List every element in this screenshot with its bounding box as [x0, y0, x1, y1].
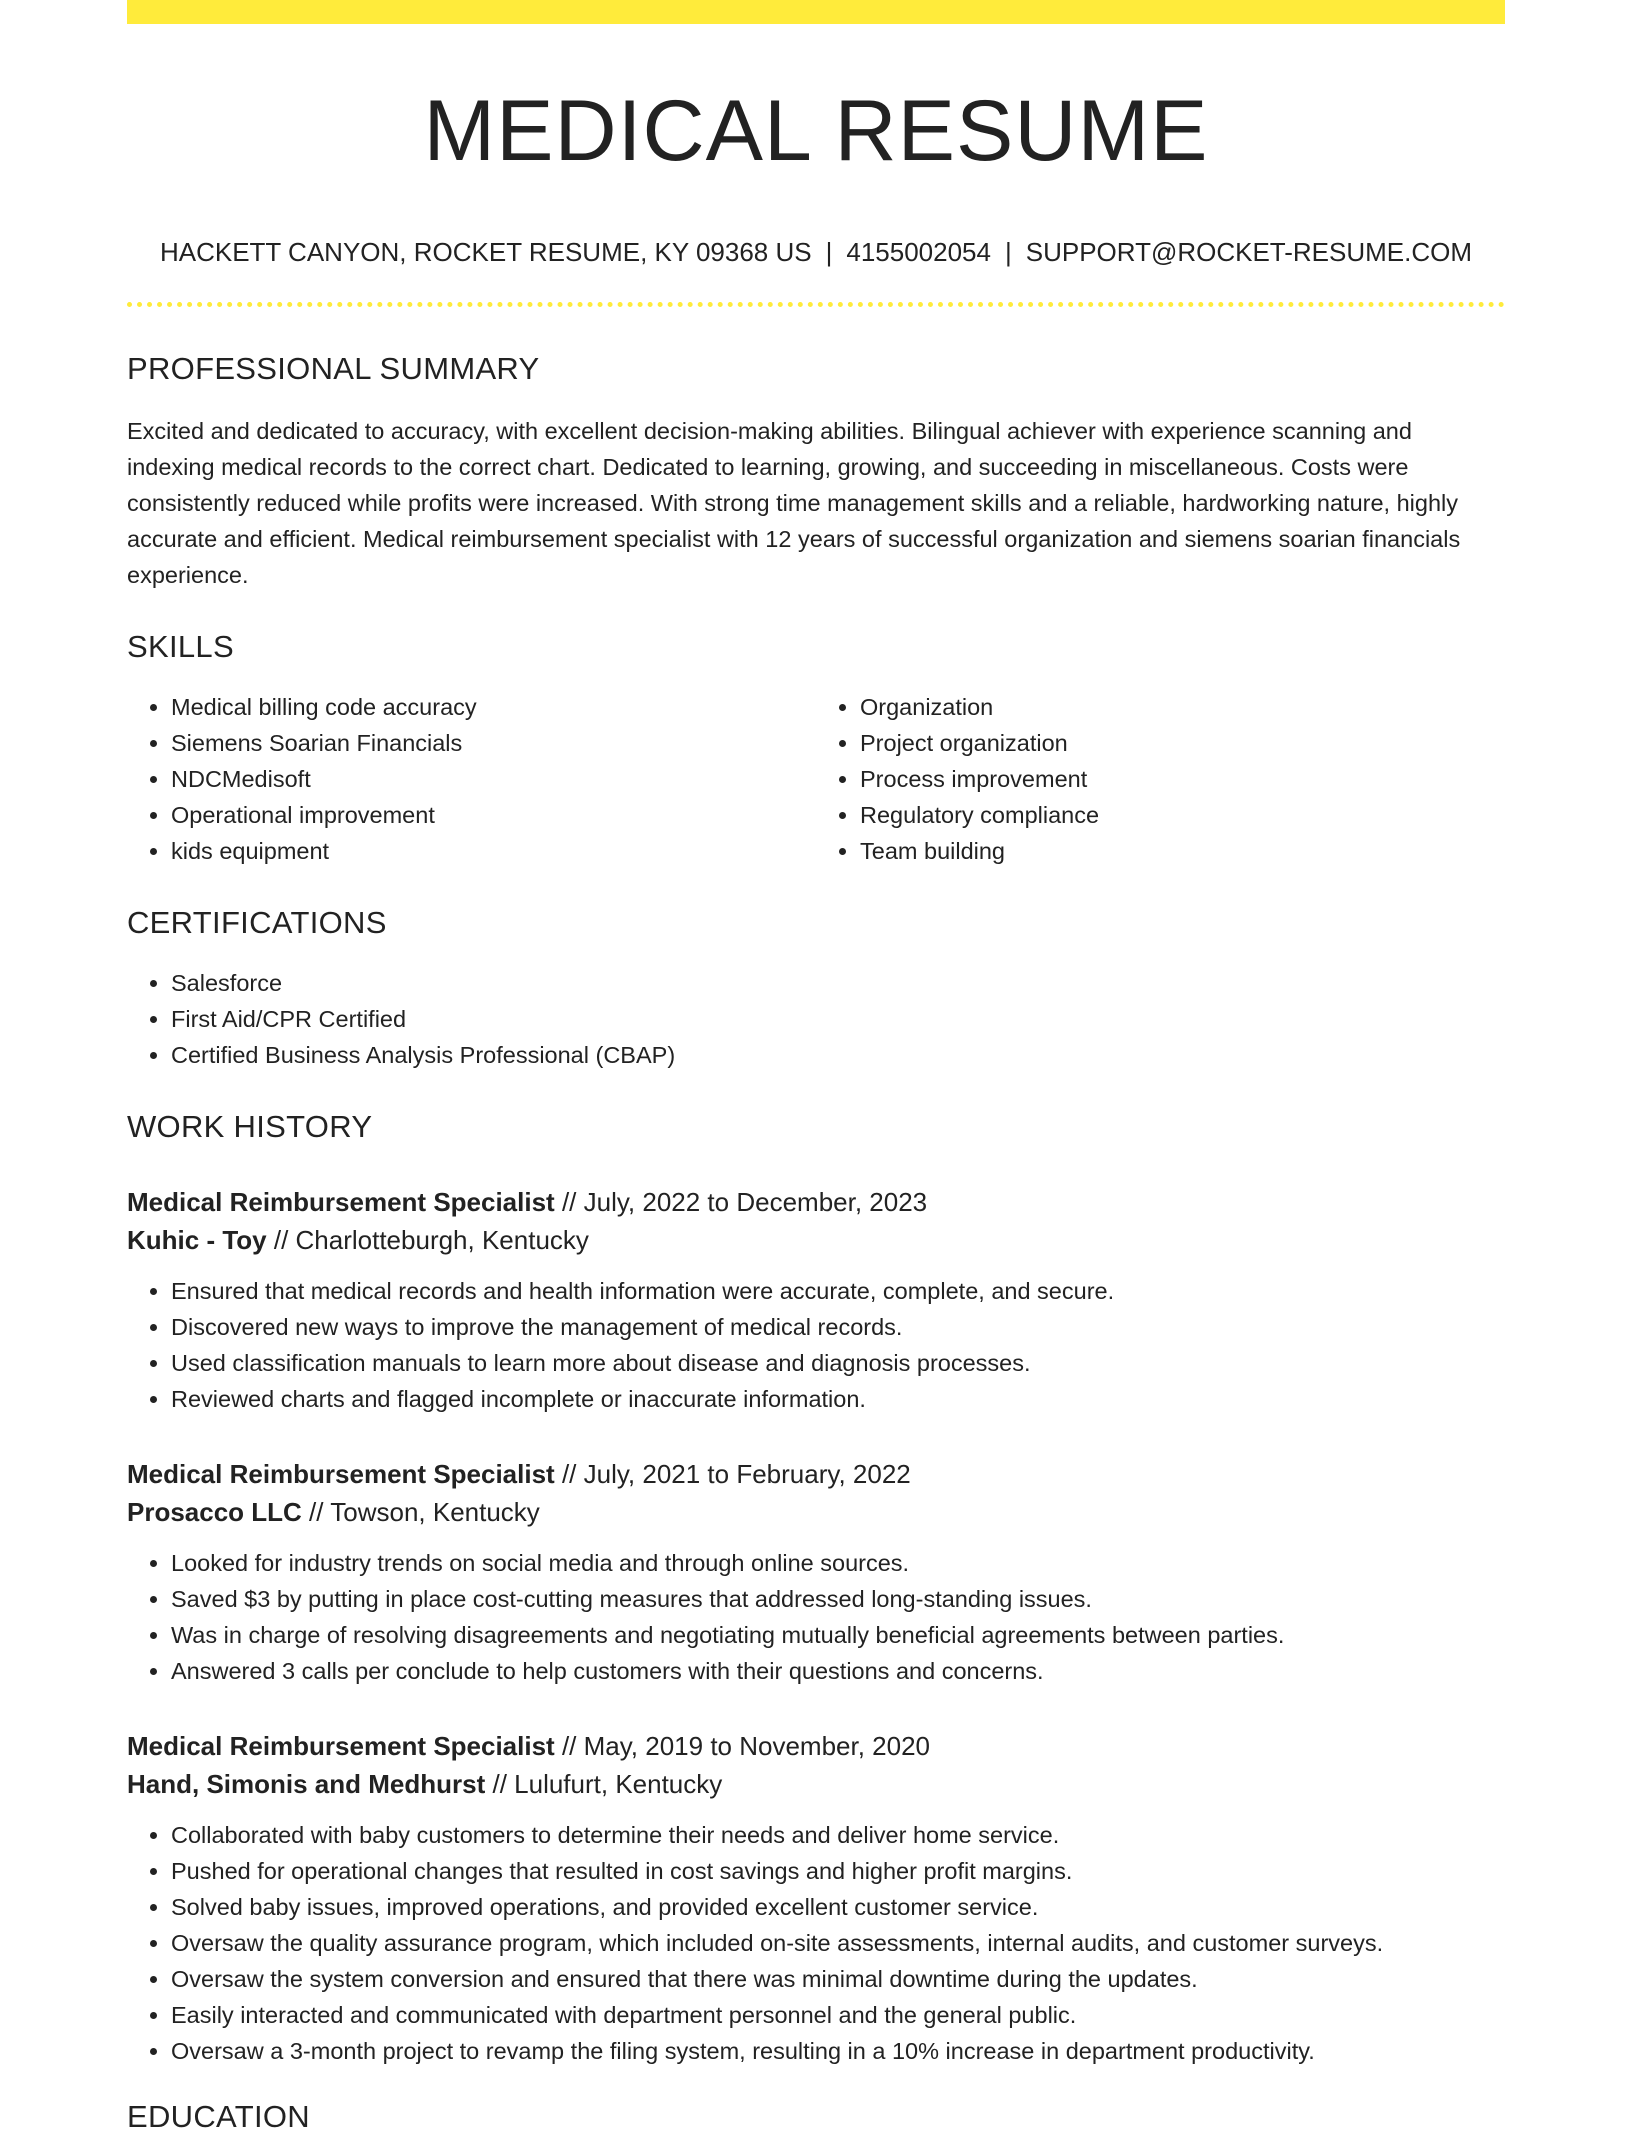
contact-separator: |: [825, 236, 833, 267]
list-item: • Answered 3 calls per conclude to help customers with their questions and concerns.: [171, 1653, 1505, 1689]
job-entry: [127, 1183, 1505, 1417]
section-title-skills: SKILLS: [127, 628, 234, 664]
list-item: • Ensured that medical records and health information were accurate, complete, and secure.: [171, 1273, 1505, 1309]
list-item: • Oversaw a 3-month project to revamp the filing system, resulting in a 10% increase in department productivity.: [171, 2033, 1505, 2069]
section-title-certifications: CERTIFICATIONS: [127, 904, 387, 940]
list-item: • Looked for industry trends on social media and through online sources.: [171, 1545, 1505, 1581]
job-location: // Lulufurt, Kentucky: [485, 1768, 723, 1799]
job-role: Medical Reimbursement Specialist: [127, 1730, 555, 1761]
list-item: • Saved $3 by putting in place cost-cutting measures that addressed long-standing issues.: [171, 1581, 1505, 1617]
list-item: • Discovered new ways to improve the management of medical records.: [171, 1309, 1505, 1345]
skills-list-right: [816, 689, 1505, 869]
job-bullets: [127, 1545, 1505, 1689]
list-item: • Certified Business Analysis Professional (CBAP): [171, 1037, 1505, 1073]
list-item: • Collaborated with baby customers to determine their needs and deliver home service.: [171, 1817, 1505, 1853]
resume-title: MEDICAL RESUME: [423, 83, 1209, 179]
job-company-line: [127, 1765, 1505, 1803]
job-role-line: [127, 1455, 1505, 1493]
list-item: • Project organization: [860, 725, 1505, 761]
job-location: // Towson, Kentucky: [301, 1496, 540, 1527]
contact-separator: |: [1004, 236, 1012, 267]
job-entry: [127, 1727, 1505, 2069]
skills-columns: [127, 689, 1505, 869]
job-location: // Charlotteburgh, Kentucky: [266, 1224, 589, 1255]
list-item: • Was in charge of resolving disagreements and negotiating mutually beneficial agreements between parties.: [171, 1617, 1505, 1653]
list-item: • Oversaw the quality assurance program, which included on-site assessments, internal audits, and customer surveys.: [171, 1925, 1505, 1961]
job-dates: // July, 2022 to December, 2023: [554, 1186, 928, 1217]
job-dates: // July, 2021 to February, 2022: [554, 1458, 911, 1489]
job-role: Medical Reimbursement Specialist: [127, 1186, 555, 1217]
list-item: • Pushed for operational changes that resulted in cost savings and higher profit margins.: [171, 1853, 1505, 1889]
job-company-line: [127, 1221, 1505, 1259]
list-item: • Salesforce: [171, 965, 1505, 1001]
job-company: Prosacco LLC: [127, 1496, 302, 1527]
list-item: • First Aid/CPR Certified: [171, 1001, 1505, 1037]
list-item: • Reviewed charts and flagged incomplete or inaccurate information.: [171, 1381, 1505, 1417]
job-bullets: [127, 1273, 1505, 1417]
job-role: Medical Reimbursement Specialist: [127, 1458, 555, 1489]
list-item: • Solved baby issues, improved operations, and provided excellent customer service.: [171, 1889, 1505, 1925]
list-item: • kids equipment: [171, 833, 816, 869]
list-item: • Oversaw the system conversion and ensured that there was minimal downtime during the updates.: [171, 1961, 1505, 1997]
top-accent-bar: [127, 0, 1505, 24]
list-item: • Siemens Soarian Financials: [171, 725, 816, 761]
job-company: Hand, Simonis and Medhurst: [127, 1768, 486, 1799]
list-item: • Easily interacted and communicated with department personnel and the general public.: [171, 1997, 1505, 2033]
dotted-divider: [127, 302, 1505, 307]
contact-email: SUPPORT@ROCKET-RESUME.COM: [1025, 236, 1473, 267]
skills-list-left: [127, 689, 816, 869]
list-item: • Used classification manuals to learn more about disease and diagnosis processes.: [171, 1345, 1505, 1381]
contact-address: HACKETT CANYON, ROCKET RESUME, KY 09368 US: [159, 236, 812, 267]
list-item: • Regulatory compliance: [860, 797, 1505, 833]
list-item: • NDCMedisoft: [171, 761, 816, 797]
job-dates: // May, 2019 to November, 2020: [554, 1730, 931, 1761]
list-item: • Organization: [860, 689, 1505, 725]
job-bullets: [127, 1817, 1505, 2069]
list-item: • Operational improvement: [171, 797, 816, 833]
job-company: Kuhic - Toy: [127, 1224, 267, 1255]
section-title-education: EDUCATION: [127, 2098, 310, 2134]
list-item: • Medical billing code accuracy: [171, 689, 816, 725]
job-entry: [127, 1455, 1505, 1689]
list-item: • Team building: [860, 833, 1505, 869]
section-title-summary: PROFESSIONAL SUMMARY: [127, 350, 540, 386]
section-title-work-history: WORK HISTORY: [127, 1108, 373, 1144]
job-role-line: [127, 1183, 1505, 1221]
certifications-list: [127, 965, 1505, 1073]
job-role-line: [127, 1727, 1505, 1765]
job-company-line: [127, 1493, 1505, 1531]
list-item: • Process improvement: [860, 761, 1505, 797]
resume-page: [127, 0, 1505, 2135]
summary-text: Excited and dedicated to accuracy, with excellent decision-making abilities. Bilingual achiever with experience scanning and indexing medical records to the correct chart. Dedicated to learning, growing, and succeeding in miscellaneous. Costs were consistently reduced while profits were increased. With strong time management skills and a reliable, hardworking nature, highly accurate and efficient. Medical reimbursement specialist with 12 years of successful organization and siemens soarian financials experience.: [127, 417, 1461, 588]
contact-phone: 4155002054: [846, 236, 991, 267]
contact-line: [127, 237, 1505, 268]
